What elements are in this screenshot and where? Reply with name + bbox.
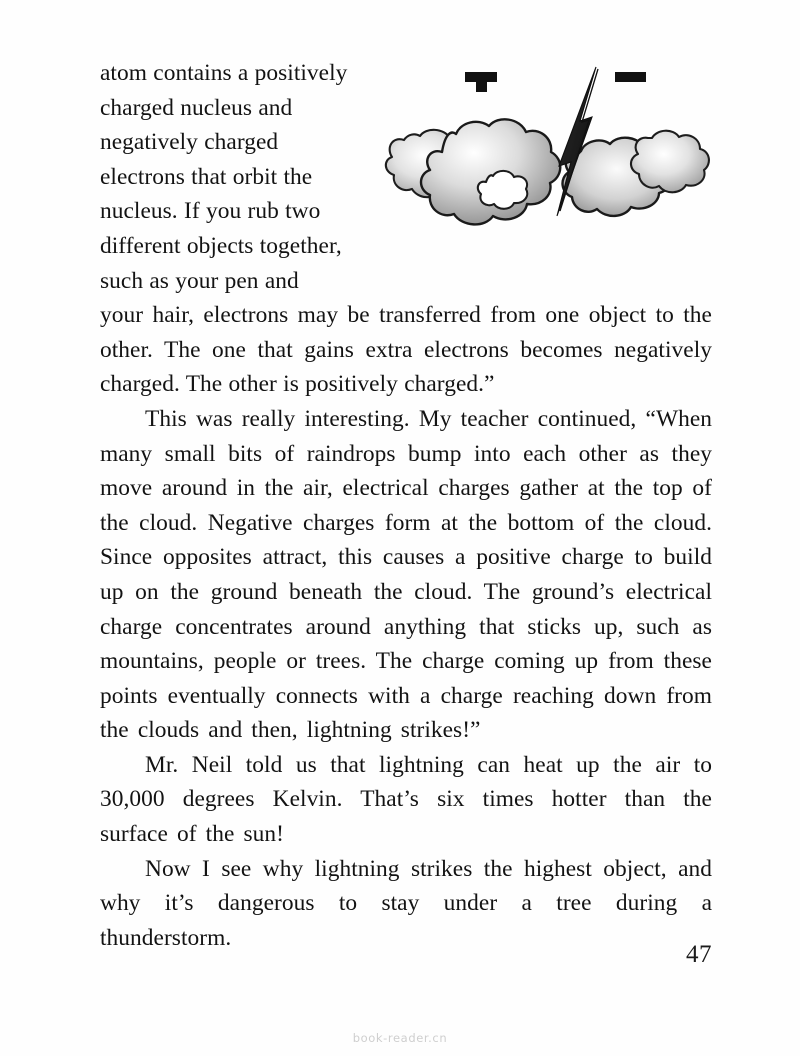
paragraph-teacher-explanation: This was really interesting. My teacher continued, “When many small bits of raindrops bump into each other as they move around in the air, electrical charges gather at the top of the cloud. Negative charges form at the bottom of the cloud. Since opposites attract, this causes a positive charge to build up on the ground beneath the cloud. The ground’s electrical charge concentrates around anything that sticks up, such as mountains, people or trees. The charge coming up from these points eventually connects with a charge reaching down from the clouds and then, lightning strikes!” — [100, 405, 712, 744]
site-watermark: book-reader.cn — [352, 1031, 448, 1045]
paragraph-conclusion: Now I see why lightning strikes the highest object, and why it’s dangerous to stay under a tree during a thunderstorm. — [100, 855, 712, 951]
page-text-body — [100, 56, 712, 955]
paragraph-mr-neil-temperature: Mr. Neil told us that lightning can heat up the air to 30,000 degrees Kelvin. That’s six times hotter than the surface of the sun! — [100, 751, 712, 848]
negative-charge-symbol — [615, 72, 646, 82]
cloud-right-back — [631, 131, 709, 193]
positive-charge-symbol — [465, 72, 497, 92]
paragraph-continuation: atom contains a positively charged nucleus and negatively charged electrons that orbit the nucleus. If you rub two different objects together, such as your pen and — [100, 60, 348, 294]
paragraph-quote-end: your hair, electrons may be transferred from one object to the other. The one that gains extra electrons becomes negatively charged. The other is positively charged.” — [100, 302, 712, 398]
thunderstorm-clouds-lightning-illustration — [382, 56, 712, 261]
page-number: 47 — [686, 941, 712, 968]
